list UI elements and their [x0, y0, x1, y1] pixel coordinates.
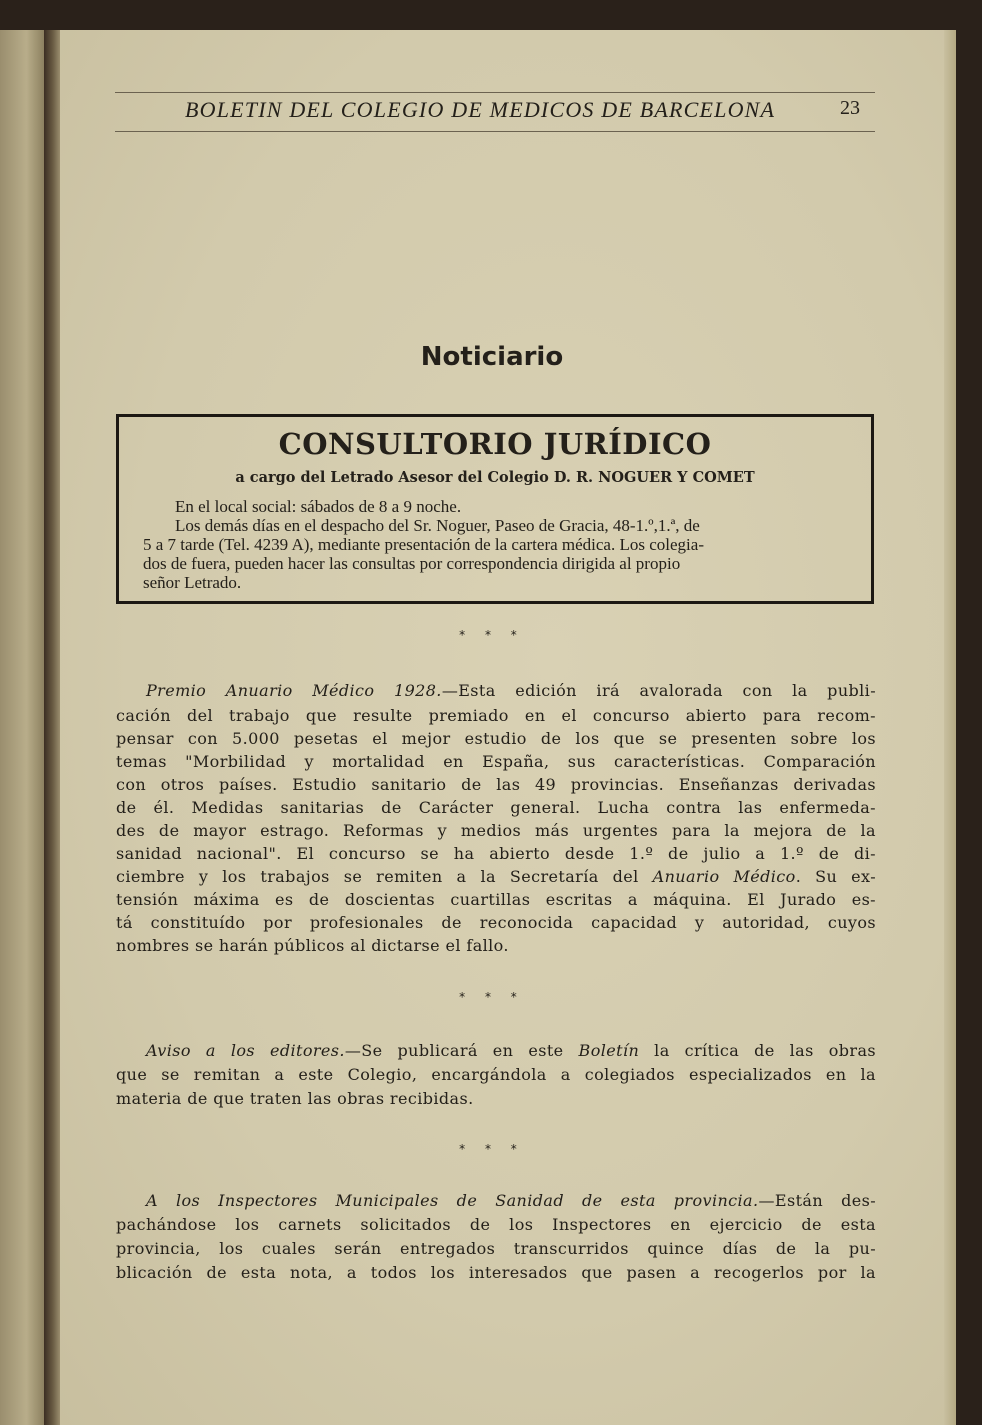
premio-heading: Premio Anuario Médico 1928. — [146, 681, 442, 700]
premio-italic: Anuario Médico — [652, 867, 796, 886]
section-title: Noticiario — [420, 342, 564, 372]
inspectores-heading: A los Inspectores Municipales de Sanidad de esta provincia. — [146, 1191, 759, 1210]
aviso-line-text: la crítica de las obras — [654, 1041, 876, 1060]
running-title: BOLETIN DEL COLEGIO DE MEDICOS DE BARCELONA — [185, 97, 776, 122]
premio-line: tensión máxima es de doscientas cuartillas escritas a máquina. El Jurado es- — [116, 890, 876, 909]
journal-page — [60, 30, 956, 1425]
consultorio-line: En el local social: sábados de 8 a 9 noche. — [175, 497, 462, 516]
running-head — [115, 92, 875, 132]
premio-line-text: —Esta edición irá avalorada con la publi- — [441, 681, 877, 700]
consultorio-box — [116, 414, 874, 604]
premio-line-text: constituído por profesionales de reconocida capacidad y autoridad, cuyos — [150, 913, 876, 932]
separator-stars: * * * — [459, 1142, 525, 1156]
premio-line: cación del trabajo que resulte premiado en el concurso abierto para recom- — [116, 706, 876, 725]
premio-line: nombres se harán públicos al dictarse el fallo. — [116, 936, 509, 955]
premio-line: temas "Morbilidad y mortalidad en España, sus características. Comparación — [116, 752, 876, 771]
premio-line: pensar con 5.000 pesetas el mejor estudio de los que se presenten sobre los — [116, 729, 876, 748]
premio-line: con otros países. Estudio sanitario de las 49 provincias. Enseñanzas derivadas — [116, 775, 876, 794]
separator-stars: * * * — [459, 990, 525, 1004]
consultorio-line: Los demás días en el despacho del Sr. Noguer, Paseo de Gracia, 48-1.º,1.ª, de — [175, 516, 700, 535]
consultorio-line: dos de fuera, pueden hacer las consultas por correspondencia dirigida al propio — [143, 554, 681, 573]
premio-line — [146, 680, 876, 702]
inspectores-line: provincia, los cuales serán entregados transcurridos quince días de la pu- — [116, 1239, 876, 1258]
aviso-line-text: —Se publicará en este — [344, 1041, 564, 1060]
premio-line-text: tá — [116, 913, 133, 932]
inspectores-line: pachándose los carnets solicitados de los Inspectores en ejercicio de esta — [116, 1215, 876, 1234]
consultorio-title: CONSULTORIO JURÍDICO — [278, 427, 712, 461]
page-number: 23 — [840, 97, 860, 119]
aviso-italic: Boletín — [578, 1041, 640, 1060]
inspectores-line: blicación de esta nota, a todos los interesados que pasen a recogerlos por la — [116, 1263, 876, 1282]
inspectores-line-text: —Están des- — [758, 1191, 877, 1210]
aviso-line: materia de que traten las obras recibidas. — [116, 1089, 474, 1108]
aviso-line: que se remitan a este Colegio, encargándola a colegiados especializados en la — [116, 1065, 876, 1084]
consultorio-line: 5 a 7 tarde (Tel. 4239 A), mediante presentación de la cartera médica. Los colegia- — [143, 535, 704, 554]
left-page-edge — [0, 30, 44, 1425]
premio-line-text: ciembre y los trabajos se remiten a la Secretaría del — [116, 867, 639, 886]
consultorio-line: señor Letrado. — [143, 573, 242, 592]
premio-line: de él. Medidas sanitarias de Carácter general. Lucha contra las enfermeda- — [116, 798, 876, 817]
aviso-line — [146, 1040, 876, 1062]
premio-line: sanidad nacional". El concurso se ha abierto desde 1.º de julio a 1.º de di- — [116, 844, 876, 863]
aviso-heading: Aviso a los editores. — [146, 1041, 345, 1060]
premio-line: des de mayor estrago. Reformas y medios más urgentes para la mejora de la — [116, 821, 876, 840]
premio-line — [116, 912, 876, 934]
consultorio-subtitle: a cargo del Letrado Asesor del Colegio D. R. NOGUER Y COMET — [235, 469, 755, 486]
inspectores-line — [146, 1190, 876, 1212]
premio-line — [116, 866, 876, 888]
premio-line-text: . Su ex- — [795, 867, 876, 886]
separator-stars: * * * — [459, 628, 525, 642]
page-edge — [944, 30, 956, 1425]
